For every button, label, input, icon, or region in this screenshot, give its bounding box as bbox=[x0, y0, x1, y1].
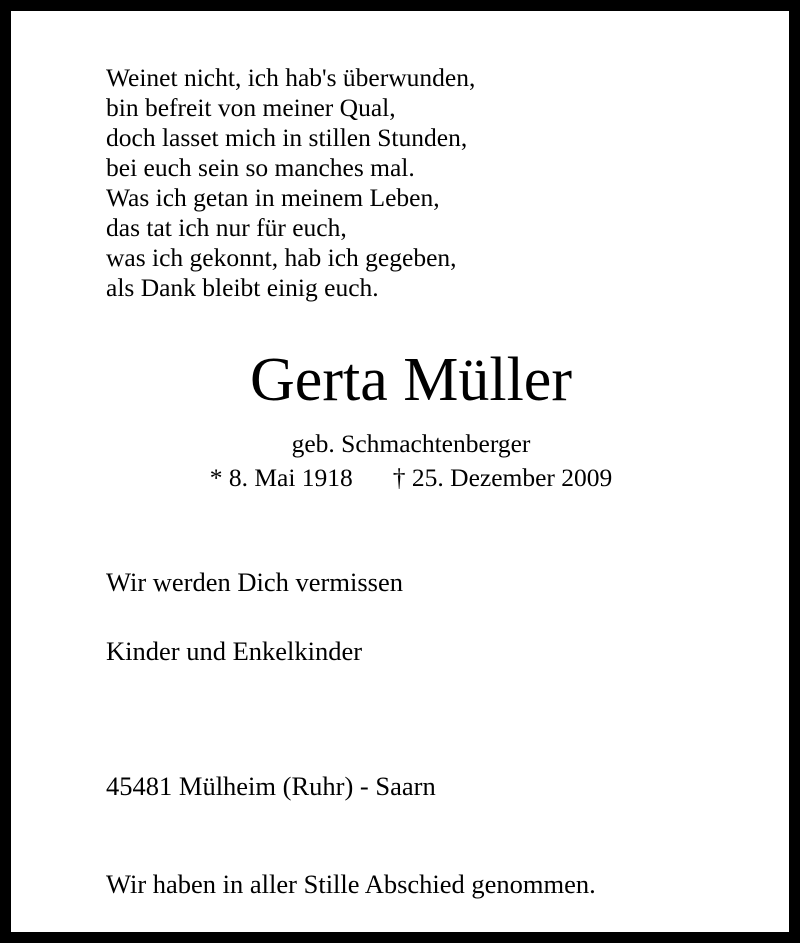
poem-line: Was ich getan in meinem Leben, bbox=[106, 183, 440, 212]
death-date: † 25. Dezember 2009 bbox=[392, 463, 613, 492]
place-line: 45481 Mülheim (Ruhr) - Saarn bbox=[106, 771, 436, 801]
signatories: Kinder und Enkelkinder bbox=[106, 636, 363, 666]
birth-name: geb. Schmachtenberger bbox=[291, 429, 531, 458]
poem-line: bei euch sein so manches mal. bbox=[106, 153, 415, 182]
poem-line: Weinet nicht, ich hab's überwunden, bbox=[106, 63, 476, 92]
poem-line: als Dank bleibt einig euch. bbox=[106, 273, 379, 302]
poem-line: doch lasset mich in stillen Stunden, bbox=[106, 123, 468, 152]
poem-line: bin befreit von meiner Qual, bbox=[106, 93, 396, 122]
deceased-name: Gerta Müller bbox=[250, 346, 572, 414]
closing-line: Wir haben in aller Stille Abschied genommen. bbox=[106, 869, 596, 899]
poem-line: was ich gekonnt, hab ich gegeben, bbox=[106, 243, 457, 272]
birth-date: * 8. Mai 1918 bbox=[209, 463, 353, 492]
poem-line: das tat ich nur für euch, bbox=[106, 213, 347, 242]
farewell-message: Wir werden Dich vermissen bbox=[106, 567, 403, 597]
life-dates bbox=[11, 463, 800, 493]
poem bbox=[106, 63, 666, 303]
